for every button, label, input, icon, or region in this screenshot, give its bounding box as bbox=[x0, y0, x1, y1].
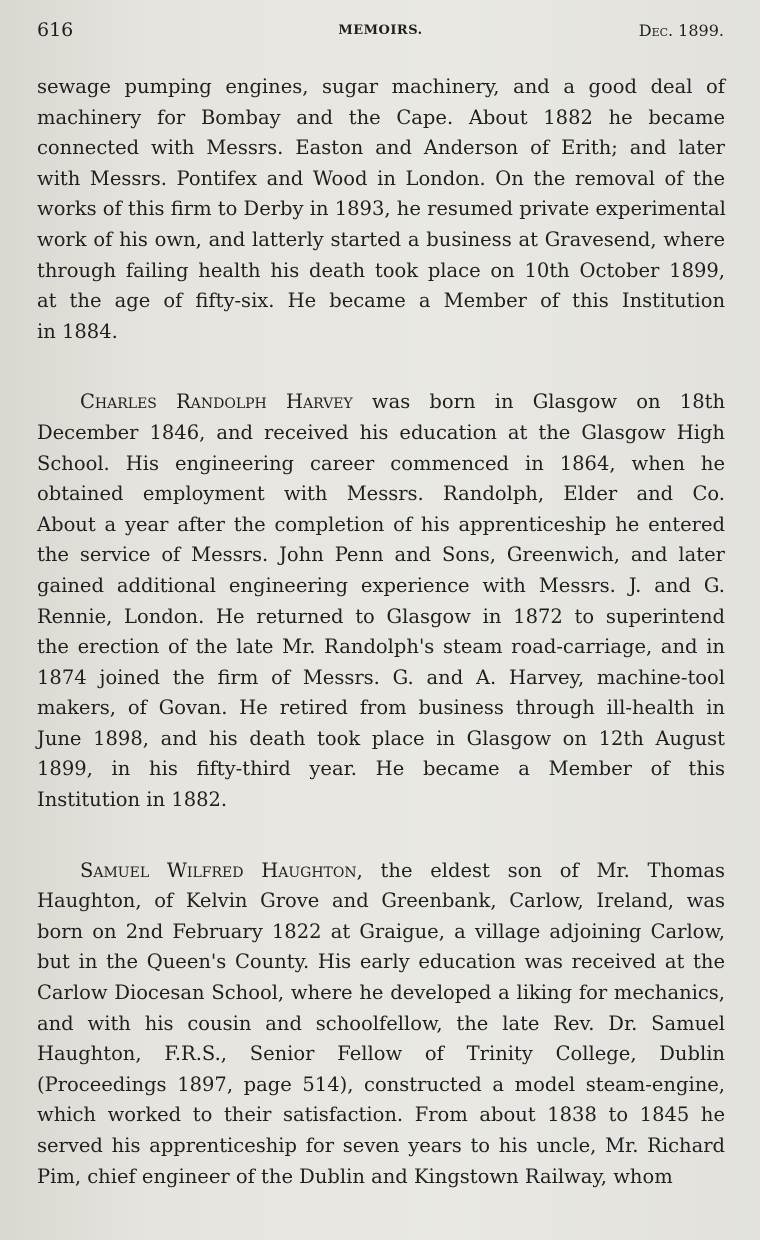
memoir-paragraph bbox=[37, 387, 725, 815]
text-line: work of his own, and latterly started a business at Gravesend, where bbox=[37, 227, 725, 251]
text-line: with Messrs. Pontifex and Wood in London. On the removal of the bbox=[37, 166, 725, 190]
text-line bbox=[37, 856, 725, 887]
section-title: MEMOIRS. bbox=[338, 23, 423, 38]
text-line: School. His engineering career commenced in 1864, when he bbox=[37, 451, 725, 475]
text-line: makers, of Govan. He retired from business through ill-health in bbox=[37, 696, 725, 720]
text-line bbox=[37, 387, 725, 418]
text-line: Carlow Diocesan School, where he developed a liking for mechanics, bbox=[37, 981, 725, 1005]
text-line: About a year after the completion of his apprenticeship he entered bbox=[37, 512, 725, 536]
person-name: Charles Randolph Harvey bbox=[80, 390, 353, 414]
text-line: through failing health his death took place on 10th October 1899, bbox=[37, 258, 725, 282]
text-line: in 1884. bbox=[37, 319, 118, 343]
paragraph-gap bbox=[37, 816, 725, 856]
text-line: at the age of fifty-six. He became a Member of this Institution bbox=[37, 289, 725, 313]
text-line: Haughton, of Kelvin Grove and Greenbank, Carlow, Ireland, was bbox=[37, 889, 725, 913]
text-line: Rennie, London. He returned to Glasgow in 1872 to superintend bbox=[37, 604, 725, 628]
text-line: but in the Queen's County. His early education was received at the bbox=[37, 950, 725, 974]
text-line: born on 2nd February 1822 at Graigue, a village adjoining Carlow, bbox=[37, 919, 725, 943]
memoir-paragraph bbox=[37, 856, 725, 1193]
text-line: obtained employment with Messrs. Randolph, Elder and Co. bbox=[37, 482, 725, 506]
text-line: which worked to their satisfaction. From about 1838 to 1845 he bbox=[37, 1103, 725, 1127]
text-line: connected with Messrs. Easton and Anderson of Erith; and later bbox=[37, 136, 725, 160]
text-line: gained additional engineering experience with Messrs. J. and G. bbox=[37, 573, 725, 597]
text-line: and with his cousin and schoolfellow, the late Rev. Dr. Samuel bbox=[37, 1011, 725, 1035]
text-line: served his apprenticeship for seven years to his uncle, Mr. Richard bbox=[37, 1134, 725, 1157]
issue-date: Dec. 1899. bbox=[638, 21, 724, 40]
running-header bbox=[37, 19, 724, 45]
text-line: 1899, in his fifty-third year. He became a Member of this bbox=[37, 757, 725, 781]
text-line: the erection of the late Mr. Randolph's steam road-carriage, and in bbox=[37, 635, 725, 659]
text-line: Institution in 1882. bbox=[37, 788, 228, 812]
memoir-paragraph bbox=[37, 72, 725, 347]
page-number: 616 bbox=[37, 19, 74, 41]
text-line: sewage pumping engines, sugar machinery, and a good deal of bbox=[37, 75, 725, 98]
text-line: Pim, chief engineer of the Dublin and Kingstown Railway, whom bbox=[37, 1164, 673, 1188]
text-line: 1874 joined the firm of Messrs. G. and A. Harvey, machine-tool bbox=[37, 665, 725, 689]
text-line: Haughton, F.R.S., Senior Fellow of Trinity College, Dublin bbox=[37, 1042, 725, 1066]
text-line: December 1846, and received his education at the Glasgow High bbox=[37, 420, 725, 444]
text-line: machinery for Bombay and the Cape. About 1882 he became bbox=[37, 105, 725, 129]
text-line: the service of Messrs. John Penn and Sons, Greenwich, and later bbox=[37, 543, 725, 567]
line-text: , the eldest son of Mr. Thomas bbox=[356, 858, 725, 882]
line-text: was born in Glasgow on 18th bbox=[352, 390, 726, 414]
text-line: June 1898, and his death took place in Glasgow on 12th August bbox=[37, 726, 725, 750]
text-line: works of this firm to Derby in 1893, he resumed private experimental bbox=[37, 197, 726, 221]
person-name: Samuel Wilfred Haughton bbox=[80, 858, 357, 882]
text-line: (Proceedings 1897, page 514), constructed a model steam-engine, bbox=[37, 1072, 725, 1096]
page-body bbox=[37, 72, 725, 1192]
paragraph-gap bbox=[37, 347, 725, 387]
